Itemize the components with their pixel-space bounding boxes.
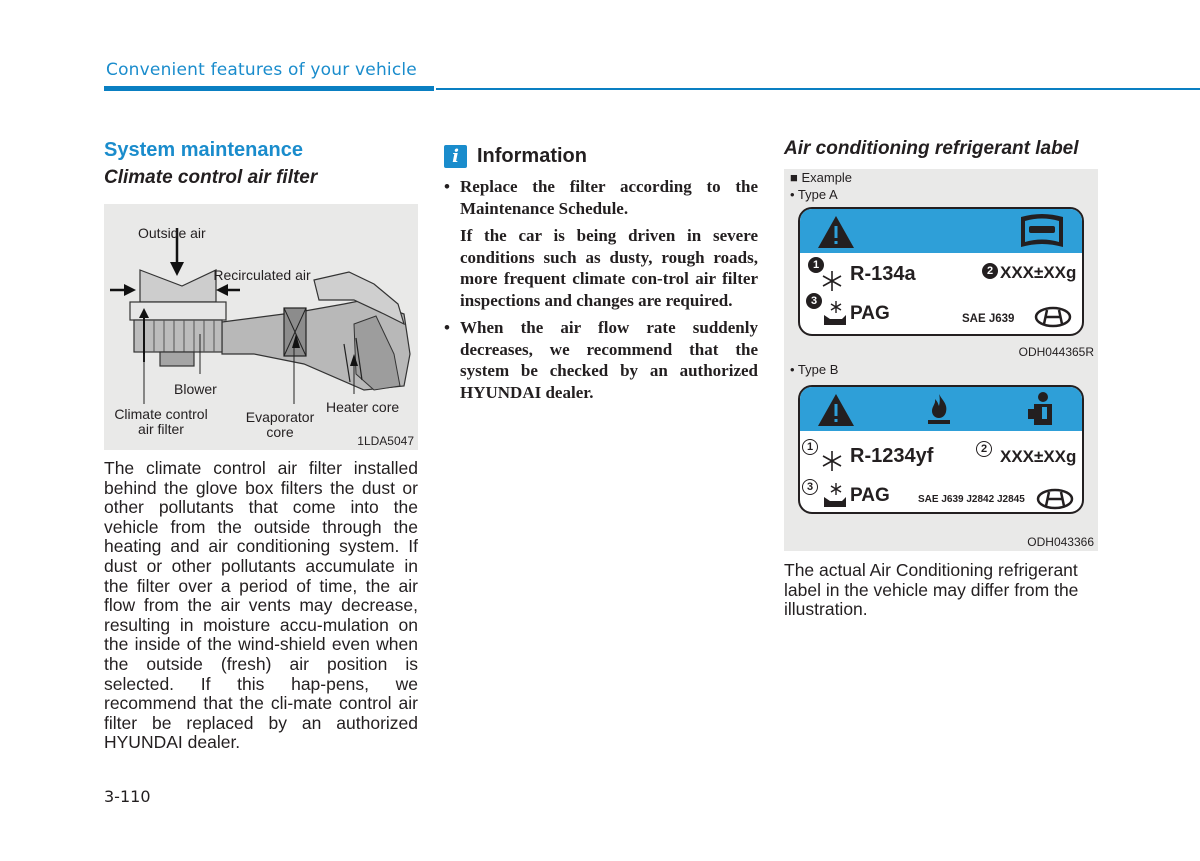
label-blower: Blower xyxy=(174,381,217,397)
sae-standard: SAE J639 J2842 J2845 xyxy=(918,494,1025,505)
lubricant-type: PAG xyxy=(850,303,890,324)
oil-can-icon xyxy=(822,299,848,327)
type-b-caption: • Type B xyxy=(790,362,839,377)
list-item-text: • Replace the filter according to the Maintenance Schedule. xyxy=(460,177,758,218)
label-header-bar xyxy=(800,209,1082,253)
refrigerant-label-type-b xyxy=(798,385,1084,514)
section-heading: System maintenance xyxy=(104,139,303,161)
label-evaporator-core: Evaporator core xyxy=(245,409,315,440)
callout-1-marker: 1 xyxy=(802,439,818,455)
label-recirculated-air: Recirculated air xyxy=(213,267,311,283)
refrigerant-label-figure xyxy=(784,169,1098,551)
snowflake-icon xyxy=(820,449,844,473)
running-header: Convenient features of your vehicle xyxy=(106,60,417,80)
snowflake-icon xyxy=(820,269,844,293)
refrigerant-type: R-1234yf xyxy=(850,445,934,467)
callout-3-marker: 3 xyxy=(806,293,822,309)
lubricant-type: PAG xyxy=(850,485,890,506)
information-heading xyxy=(444,145,758,168)
example-caption: ■ Example xyxy=(790,170,853,185)
label-header-bar xyxy=(800,387,1082,431)
refrigerant-type: R-134a xyxy=(850,263,916,285)
list-item xyxy=(444,176,758,311)
information-list xyxy=(444,176,758,403)
refrigerant-label-body: The actual Air Conditioning refrigerant label in the vehicle may differ from the illustration. xyxy=(784,560,1079,620)
figure-code: 1LDA5047 xyxy=(357,434,414,448)
callout-2-marker: 2 xyxy=(982,263,998,279)
refrigerant-label-heading: Air conditioning refrigerant label xyxy=(784,138,1079,159)
flammable-icon xyxy=(924,392,954,426)
list-item-text: • When the air flow rate suddenly decreases, we recommend that the system be checked by an authorized HYUNDAI dealer. xyxy=(460,318,758,402)
warning-triangle-icon xyxy=(816,214,856,250)
column-right xyxy=(784,138,1098,620)
air-filter-figure xyxy=(104,204,418,450)
sae-standard: SAE J639 xyxy=(962,313,1015,325)
list-item xyxy=(444,317,758,403)
callout-2-marker: 2 xyxy=(976,441,992,457)
page-number: 3-110 xyxy=(104,787,151,806)
refrigerant-label-type-a xyxy=(798,207,1084,336)
information-icon: i xyxy=(444,145,467,168)
technician-icon xyxy=(1028,391,1058,427)
hyundai-logo-icon xyxy=(1036,488,1074,510)
type-b-code: ODH043366 xyxy=(1027,535,1094,549)
type-a-code: ODH044365R xyxy=(1018,345,1094,359)
header-rule xyxy=(436,88,1200,90)
air-filter-body: The climate control air filter installed behind the glove box filters the dust or other pollutants that come into the vehicle from the outside through the heating and air conditioning system. If dust or other pollutants accumulate in the filter over a period of time, the air flow from the air vents may decrease, resulting in moisture accu-mulation on the inside of the wind-shield even when the outside (fresh) air position is selected. If this hap-pens, we recommend that the cli-mate control air filter be replaced by an authorized HYUNDAI dealer. xyxy=(104,458,418,753)
oil-can-icon xyxy=(822,481,848,509)
header-rule-accent xyxy=(104,86,434,91)
sub-heading: Climate control air filter xyxy=(104,167,318,188)
column-middle xyxy=(444,145,758,403)
callout-3-marker: 3 xyxy=(802,479,818,495)
hyundai-logo-icon xyxy=(1034,306,1072,328)
list-item-continuation: If the car is being driven in severe conditions such as dusty, rough roads, more frequent climate con-trol air filter inspections and changes are required. xyxy=(460,226,758,310)
warning-triangle-icon xyxy=(816,392,856,428)
column-left xyxy=(104,138,418,753)
label-climate-filter: Climate control air filter xyxy=(114,406,208,437)
service-manual-icon xyxy=(1018,213,1066,249)
callout-1-marker: 1 xyxy=(808,257,824,273)
information-title: Information xyxy=(477,145,587,167)
label-outside-air: Outside air xyxy=(138,225,206,241)
label-heater-core: Heater core xyxy=(326,399,400,415)
refrigerant-amount: XXX±XXg xyxy=(1000,447,1077,466)
refrigerant-amount: XXX±XXg xyxy=(1000,263,1077,282)
type-a-caption: • Type A xyxy=(790,187,838,202)
